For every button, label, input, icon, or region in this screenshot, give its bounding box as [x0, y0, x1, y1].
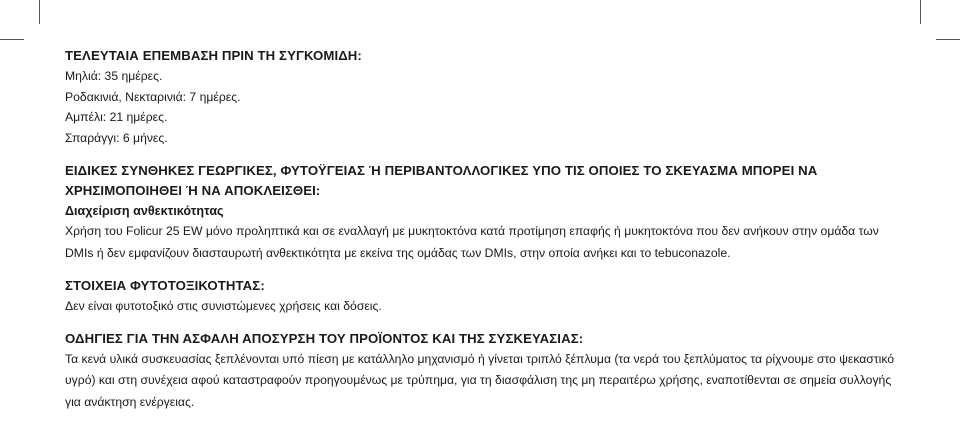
document-body	[65, 46, 905, 413]
disposal-heading: ΟΔΗΓΙΕΣ ΓΙΑ ΤΗΝ ΑΣΦΑΛΗ ΑΠΟΣΥΡΣΗ ΤΟΥ ΠΡΟΪΟΝΤΟΣ ΚΑΙ ΤΗΣ ΣΥΣΚΕΥΑΣΙΑΣ:	[65, 330, 584, 346]
special-conditions-section	[65, 161, 905, 264]
resistance-management-text: Χρήση του Folicur 25 EW μόνο προληπτικά και σε εναλλαγή με μυκητοκτόνα κατά προτίμηση επαφής ή μυκητοκτόνα που δεν ανήκουν στην ομάδα των DMIs ή δεν εμφανίζουν διασταυρωτή ανθεκτικότητα με εκείνα της ομάδας των DMIs, στην οποία ανήκει και το tebuconazole.	[65, 224, 879, 260]
harvest-line: Αμπέλι: 21 ημέρες.	[65, 110, 168, 124]
special-conditions-heading: ΕΙΔΙΚΕΣ ΣΥΝΘΗΚΕΣ ΓΕΩΡΓΙΚΕΣ, ΦΥΤΟΫΓΕΙΑΣ Ή ΠΕΡΙΒΑΝΤΟΛΛΟΓΙΚΕΣ ΥΠΟ ΤΙΣ ΟΠΟΙΕΣ ΤΟ ΣΚΕΥΑΣΜΑ ΜΠΟΡΕΙ ΝΑ ΧΡΗΣΙΜΟΠΟΙΗΘΕΙ Ή ΝΑ ΑΠΟΚΛΕΙΣΘΕΙ:	[65, 163, 818, 198]
harvest-line: Σπαράγγι: 6 μήνες.	[65, 130, 168, 145]
disposal-text: Τα κενά υλικά συσκευασίας ξεπλένονται υπό πίεση με κατάλληλο μηχανισμό ή γίνεται τριπλό ξέπλυμα (τα νερά του ξεπλύματος τα ρίχνουμε στο ψεκαστικό υγρό) και στη συνέχεια αφού καταστραφούν προηγουμένως με τρύπημα, για τη διασφάλιση της μη περαιτέρω χρήσης, εναποτίθενται σε σημεία συλλογής για ανάκτηση ενέργειας.	[65, 351, 895, 409]
disposal-section	[65, 329, 905, 414]
crop-mark	[920, 0, 921, 24]
harvest-line: Ροδακινιά, Νεκταρινιά: 7 ημέρες.	[65, 89, 241, 104]
crop-mark	[39, 0, 40, 24]
harvest-heading: ΤΕΛΕΥΤΑΙΑ ΕΠΕΜΒΑΣΗ ΠΡΙΝ ΤΗ ΣΥΓΚΟΜΙΔΗ:	[65, 48, 362, 63]
phytotoxicity-heading: ΣΤΟΙΧΕΙΑ ΦΥΤΟΤΟΞΙΚΟΤΗΤΑΣ:	[65, 278, 265, 293]
resistance-management-subheading: Διαχείριση ανθεκτικότητας	[65, 204, 224, 218]
phytotoxicity-text: Δεν είναι φυτοτοξικό στις συνιστώμενες χρήσεις και δόσεις.	[65, 299, 382, 313]
crop-mark	[936, 39, 960, 40]
phytotoxicity-section	[65, 276, 905, 317]
crop-mark	[0, 39, 24, 40]
harvest-line: Μηλιά: 35 ημέρες.	[65, 69, 163, 83]
harvest-section	[65, 46, 905, 148]
